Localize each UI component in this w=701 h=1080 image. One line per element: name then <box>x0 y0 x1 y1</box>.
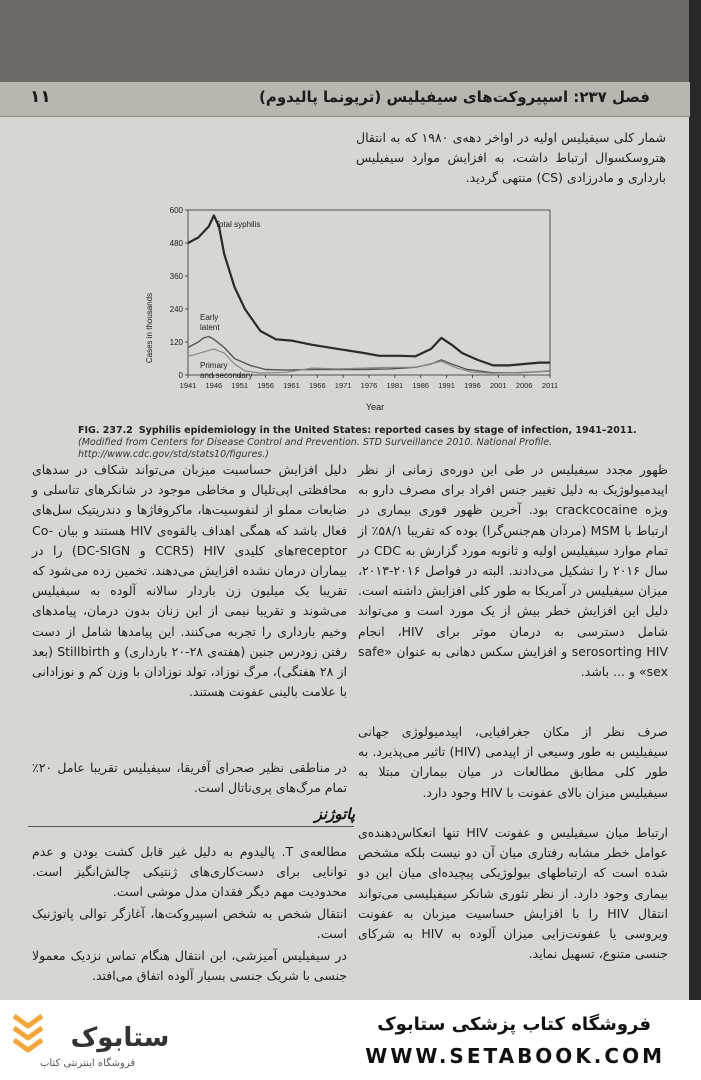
y-tick-label: 600 <box>169 206 183 215</box>
x-tick-label: 1961 <box>283 381 300 390</box>
figure-caption-title: Syphilis epidemiology in the United States: reported cases by stage of infection, 1941–2011. <box>138 425 637 436</box>
label-early-latent-2: latent <box>200 323 220 332</box>
section-para-2: انتقال شخص به شخص اسپیروکت‌ها، آغازگر توالی پاتوژنیک است. <box>32 906 347 942</box>
x-tick-label: 1946 <box>205 381 223 390</box>
page-number: ۱۱ <box>30 87 51 107</box>
y-tick-label: 120 <box>169 338 183 347</box>
section-para-1: مطالعه‌ی T. پالیدوم به دلیل غیر قابل کشت بودن و عدم توانایی برای دست‌کاری‌های ژنتیکی چالش‌انگیز است. محدودیت مهم دیگر فقدان مدل موشی است. <box>32 844 347 900</box>
intro-paragraph: شمار کلی سیفیلیس اولیه در اواخر دهه‌ی ۱۹۸۰ که به انتقال هتروسکسوال ارتباط داشت، به افزایش موارد سیفیلیس بارداری و مادرزادی (CS) منتهی گردید. <box>356 130 666 186</box>
x-tick-label: 1966 <box>308 381 326 390</box>
logo-subtitle: فروشگاه اینترنتی کتاب <box>40 1058 136 1069</box>
label-primary-2: and secondary <box>200 371 253 380</box>
chart-series <box>188 216 550 374</box>
figure-caption-source: (Modified from Centers for Disease Control and Prevention. STD Surveillance 2010. National Profile. http://www.cdc.gov/std/stats10/figures.) <box>78 437 553 460</box>
x-tick-label: 1956 <box>257 381 274 390</box>
syphilis-chart <box>140 200 560 420</box>
x-axis-label: Year <box>365 402 385 412</box>
right-para-2: صرف نظر از مکان جغرافیایی، اپیدمیولوژی جهانی سیفیلیس به طور وسیعی از اپیدمی (HIV) تاثیر می‌پذیرد. به طور کلی مطابق مطالعات در میان بیماران مبتلا به سیفیلیس میزان بالای عفونت با HIV وجود دارد. <box>358 724 669 800</box>
figure-caption <box>78 425 668 461</box>
chapter-header <box>0 82 690 117</box>
x-tick-label: 2001 <box>489 381 507 390</box>
label-early-latent-1: Early <box>200 313 219 322</box>
left-para-1: دلیل افزایش حساسیت میزبان می‌تواند شکاف در سدهای محافظتی اپی‌تلیال و مخاطی موجود در شانکرهای تناسلی و ضایعات مملو از لنفوسیت‌ها، ماکروفاژها و دندریتیک سل‌های فعال باشد که همگی اهداف بالقوه‌ی HIV هستند و بیان Co-receptorهای کلیدی HIV (CCR5 و DC-SIGN) را در بیماران درمان نشده افزایش می‌دهند. تخمین زده می‌شود که تقریبا یک میلیون زن باردار سالانه آلوده به سیفیلیس می‌شوند و تقریبا نیمی از این زنان بدون درمان، پیامدهای وخیم بارداری را تجربه می‌کنند. این پیامدها شامل از دست رفتن زودرس جنین (هفته‌ی ۲۸-۲۰ بارداری) و Stillbirth (بعد از ۲۸ هفتگی)، مرگ نوزاد، تولد نوزادان با وزن کم و نوزادانی با علامت بالینی عفونت هستند. <box>32 462 347 700</box>
right-para-1: ظهور مجدد سیفیلیس در طی این دوره‌ی زمانی از نظر اپیدمیولوژیک به دلیل تغییر جنس افراد برای مصرف دارو به ویژه crackcocaine بود. آخرین ظهور فوری بیماری در ارتباط با MSM (مردان هم‌جنس‌گرا) بوده که تقریبا ۵۸/۱٪ از تمام موارد سیفیلیس اولیه و ثانویه مورد گزارش به CDC در سال ۲۰۱۶ را تشکیل می‌دادند. البته در فواصل ۲۰۱۶-۲۰۱۳، میزان سیفیلیس در آمریکا به طور کلی افزایش داشته است. دلیل این افزایش خطر بیش از یک مورد است و می‌تواند شامل دسترسی به درمان موثر برای HIV، انجام serosorting HIV و افزایش سکس دهانی به عنوان «safe sex» و ... باشد. <box>358 462 669 680</box>
label-total-syphilis: Total syphilis <box>215 220 261 229</box>
y-tick-label: 0 <box>178 371 183 380</box>
section-title: پاتوژنز <box>314 805 355 823</box>
x-tick-label: 2006 <box>515 381 533 390</box>
page-edge-shadow <box>689 0 701 1000</box>
y-tick-label: 480 <box>169 239 183 248</box>
x-tick-label: 1996 <box>464 381 481 390</box>
y-tick-label: 240 <box>169 305 183 314</box>
section-para-3: در سیفیلیس آمیزشی، این انتقال هنگام تماس نزدیک معمولا جنسی با شریک جنسی بسیار آلوده اتفاق می‌افتد. <box>32 948 347 984</box>
footer-banner <box>0 1000 701 1080</box>
x-tick-label: 1941 <box>179 381 197 390</box>
x-tick-label: 1981 <box>386 381 404 390</box>
label-primary-1: Primary <box>200 361 228 370</box>
chart-axes <box>170 206 558 390</box>
store-url-link[interactable]: WWW.SETABOOK.COM <box>365 1044 665 1068</box>
x-tick-label: 1976 <box>360 381 378 390</box>
y-tick-label: 360 <box>169 272 183 281</box>
page-top-shadow <box>0 0 701 82</box>
x-tick-label: 1951 <box>231 381 249 390</box>
series-line-total-syphilis <box>188 216 550 366</box>
right-para-3: ارتباط میان سیفیلیس و عفونت HIV تنها انعکاس‌دهنده‌ی عوامل خطر مشابه رفتاری میان آن دو نیست بلکه مشخص شده است که ارتباطهای بیولوژیکی پیچیده‌ای میان این دو بیماری وجود دارد. از نظر تئوری شانکر سیفیلیسی می‌تواند انتقال HIV را با افزایش حساسیت میزبان به عفونت ویروسی یا عفونت‌زایی میزان آلوده به HIV به شرکای جنسی متنوع، تسهیل نماید. <box>358 825 669 962</box>
plot-frame <box>188 210 550 375</box>
left-para-2: در مناطقی نظیر صحرای آفریقا، سیفیلیس تقریبا عامل ۲۰٪ تمام مرگ‌های پری‌ناتال است. <box>32 760 347 796</box>
chapter-title: فصل ۲۳۷: اسپیروکت‌های سیفیلیس (ترپونما پالیدوم) <box>258 88 650 106</box>
y-axis-label: Cases in thousands <box>145 292 154 364</box>
figure-label: FIG. 237.2 <box>78 425 133 436</box>
section-divider <box>28 826 354 827</box>
x-tick-label: 2011 <box>541 381 559 390</box>
x-tick-label: 1991 <box>438 381 455 390</box>
store-logo <box>0 1012 200 1072</box>
logo-text: ستابوک <box>70 1023 170 1053</box>
store-name: فروشگاه کتاب پزشکی ستابوک <box>377 1014 651 1035</box>
x-tick-label: 1971 <box>334 381 352 390</box>
x-tick-label: 1986 <box>412 381 430 390</box>
chart-svg <box>140 200 560 420</box>
